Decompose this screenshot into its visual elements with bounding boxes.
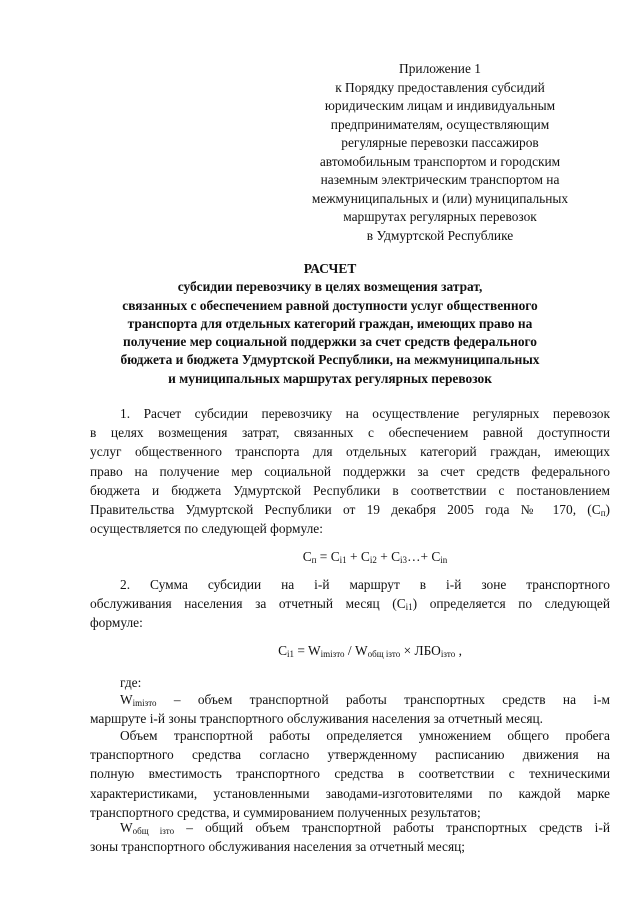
subscript: п <box>311 555 317 565</box>
paragraph-2 <box>90 575 610 633</box>
subscript: imiзто <box>132 698 157 708</box>
appendix-line: автомобильным транспортом и городским <box>319 153 561 169</box>
formula-operator: / <box>344 643 355 658</box>
definition-line <box>90 690 610 709</box>
formula-symbol: С <box>391 549 401 564</box>
subscript: общ iзто <box>367 649 401 659</box>
subscript: imiзто <box>320 649 345 659</box>
formula-symbol: С <box>360 549 370 564</box>
paragraph-line: бюджета и бюджета Удмуртской Республики в соответствии с постановлением <box>90 482 610 498</box>
formula-operator: = <box>294 643 309 658</box>
formula-operator: = <box>316 549 331 564</box>
heading-line: получение мер социальной поддержки за счет средств федерального <box>123 334 537 350</box>
where-label: где: <box>120 675 142 690</box>
paragraph-line: 1. Расчет субсидии перевозчику на осуществление регулярных перевозок <box>120 406 610 421</box>
subscript: общ iзто <box>132 826 175 836</box>
heading-line: связанных с обеспечением равной доступности услуг общественного <box>122 297 538 313</box>
paragraph-line <box>90 500 610 519</box>
paragraph-line: транспортного средства, и суммированием полученных результатов; <box>90 804 481 820</box>
paragraph-line: формуле: <box>90 615 143 631</box>
heading-line: бюджета и бюджета Удмуртской Республики, на межмуниципальных <box>120 352 540 368</box>
paragraph-line: в целях возмещения затрат, связанных с обеспечением равной доступности <box>90 425 610 441</box>
definition-2 <box>90 818 610 856</box>
appendix-line: юридическим лицам и индивидуальным <box>324 98 556 113</box>
formula-total-subsidy <box>270 549 480 565</box>
paragraph-line: услуг общественного транспорта для отдельных категорий граждан, имеющих <box>90 444 610 460</box>
appendix-line: регулярные перевозки пассажиров <box>341 135 539 150</box>
heading-line: субсидии перевозчику в целях возмещения затрат, <box>177 279 483 295</box>
definition-1 <box>90 690 610 728</box>
formula-operator: …+ <box>407 549 432 564</box>
formula-symbol: С <box>431 549 441 564</box>
paragraph-3 <box>90 726 610 822</box>
formula-operator: , <box>455 643 462 658</box>
paragraph-line: транспортного средства согласно утвержденному расписанию движения на <box>90 747 610 763</box>
subscript: iзто <box>440 649 456 659</box>
subscript: i3 <box>400 555 408 565</box>
subscript: in <box>440 555 448 565</box>
formula-operator: + <box>376 549 392 564</box>
appendix-title: Приложение 1 <box>399 61 481 76</box>
paragraph-line: 2. Сумма субсидии на i-й маршрут в i-й зоне транспортного <box>120 577 610 592</box>
heading-line: транспорта для отдельных категорий граждан, имеющих право на <box>127 315 533 331</box>
paragraph-line: осуществляется по следующей формуле: <box>90 521 323 537</box>
definition-text: – общий объем транспортной работы транспортных средств i-й <box>174 820 610 835</box>
formula-symbol: С <box>302 549 312 564</box>
appendix-line: к Порядку предоставления субсидий <box>335 79 545 95</box>
formula-route-subsidy <box>240 643 500 659</box>
paragraph-text: обслуживания населения за отчетный месяц (С <box>90 596 406 612</box>
formula-symbol: С <box>278 643 287 658</box>
definition-line: маршруте i-й зоны транспортного обслуживания населения за отчетный месяц. <box>90 711 544 727</box>
definition-text: – объем транспортной работы транспортных средств на i-м <box>156 692 610 707</box>
paragraph-1 <box>90 404 610 538</box>
formula-symbol: W <box>354 643 368 658</box>
paragraph-line: Объем транспортной работы определяется умножением общего пробега <box>120 728 610 743</box>
appendix-header <box>300 60 580 245</box>
formula-operator: + <box>346 549 361 564</box>
document-heading <box>60 260 600 388</box>
appendix-line: межмуниципальных и (или) муниципальных <box>311 190 569 206</box>
paragraph-text: ) <box>605 502 610 518</box>
paragraph-text: ) определяется по следующей <box>412 596 611 612</box>
formula-operator: × ЛБО <box>400 643 441 658</box>
paragraph-line: право на получение мер социальной поддержки за счет средств федерального <box>90 463 610 479</box>
subscript: i2 <box>369 555 377 565</box>
appendix-line: маршрутах регулярных перевозок <box>343 209 537 224</box>
subscript: i1 <box>405 602 413 613</box>
appendix-line: предпринимателям, осуществляющим <box>330 116 550 132</box>
paragraph-line: полную вместимость транспортного средства в соответствии с техническими <box>90 766 610 782</box>
subscript: i1 <box>287 649 295 659</box>
appendix-line: наземным электрическим транспортом на <box>320 172 560 187</box>
heading-line: и муниципальных маршрутах регулярных перевозок <box>168 370 492 386</box>
formula-symbol: С <box>330 549 340 564</box>
formula-symbol: W <box>120 692 133 707</box>
appendix-line: в Удмуртской Республике <box>366 227 514 243</box>
paragraph-line <box>90 594 610 613</box>
paragraph-text: Правительства Удмуртской Республики от 19 декабря 2005 года № 170, (С <box>90 502 601 518</box>
paragraph-line: характеристиками, установленными заводами-изготовителями по каждой марке <box>90 785 610 801</box>
document-title: РАСЧЕТ <box>303 261 357 276</box>
formula-symbol: W <box>120 820 133 835</box>
subscript: i1 <box>339 555 347 565</box>
formula-symbol: W <box>308 643 321 658</box>
definition-line: зоны транспортного обслуживания населения за отчетный месяц; <box>90 839 465 855</box>
definition-line <box>90 818 610 837</box>
subscript: п <box>600 508 606 519</box>
